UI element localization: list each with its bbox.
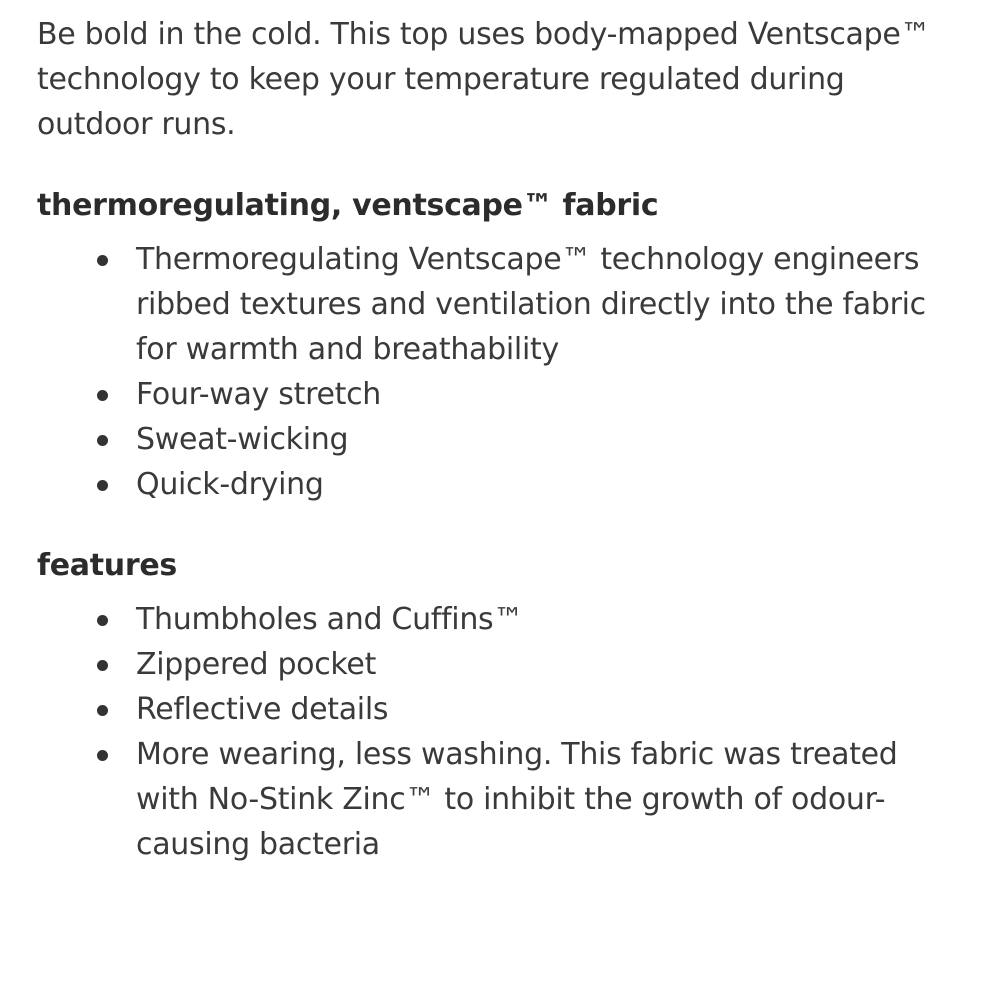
list-item: Reflective details [136, 687, 967, 732]
list-item: Zippered pocket [136, 642, 967, 687]
list-item: Thumbholes and Cuffins™ [136, 597, 967, 642]
features-list [37, 597, 967, 867]
list-item: More wearing, less washing. This fabric was treated with No-Stink Zinc™ to inhibit the growth of odour-causing bacteria [136, 732, 967, 867]
list-item: Thermoregulating Ventscape™ technology engineers ribbed textures and ventilation directly into the fabric for warmth and breathability [136, 237, 967, 372]
list-item: Four-way stretch [136, 372, 967, 417]
list-item: Sweat-wicking [136, 417, 967, 462]
intro-paragraph: Be bold in the cold. This top uses body-mapped Ventscape™ technology to keep your temperature regulated during outdoor runs. [37, 17, 931, 142]
product-description [37, 12, 967, 867]
fabric-section-heading: thermoregulating, ventscape™ fabric [37, 188, 659, 223]
features-section-heading: features [37, 548, 177, 583]
list-item: Quick-drying [136, 462, 967, 507]
fabric-list [37, 237, 967, 507]
